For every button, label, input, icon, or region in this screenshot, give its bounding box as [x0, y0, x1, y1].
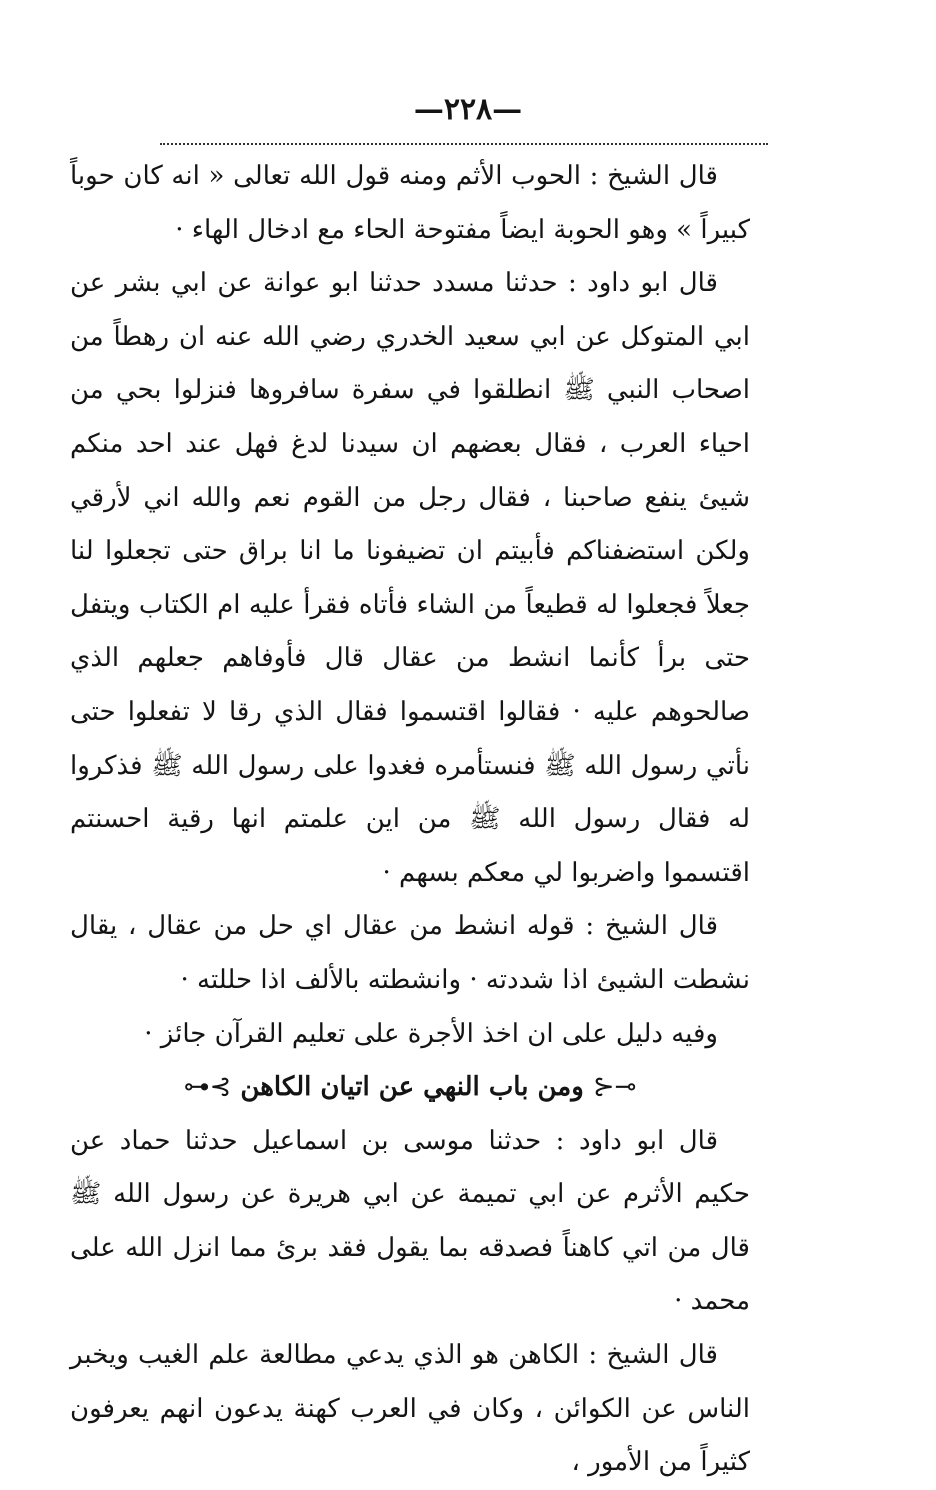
section-heading-text: ومن باب النهي عن اتيان الكاهن	[240, 1072, 584, 1103]
paragraph-5: قال ابو داود : حدثنا موسى بن اسماعيل حدثنا حماد عن حكيم الأثرم عن ابي تميمة عن ابي هريرة عن رسول الله ﷺ قال من اتي كاهناً فصدقه بما يقول فقد برئ مما انزل الله على محمد ·	[70, 1125, 750, 1317]
heading-ornament-left: ⊱⊷	[183, 1072, 232, 1103]
header-rule	[160, 143, 768, 145]
section-heading	[70, 1061, 750, 1115]
paragraph-2: قال ابو داود : حدثنا مسدد حدثنا ابو عوانة عن ابي بشر عن ابي المتوكل عن ابي سعيد الخدري رضي الله عنه ان رهطاً من اصحاب النبي ﷺ انطلقوا في سفرة سافروها فنزلوا بحي من احياء العرب ، فقال بعضهم ان سيدنا لدغ فهل عند احد منكم شيئ ينفع صاحبنا ، فقال رجل من القوم نعم والله اني لأرقي ولكن استضفناكم فأبيتم ان تضيفونا ما انا براق حتى تجعلوا لنا جعلاً فجعلوا له قطيعاً من الشاء فأتاه فقرأ عليه ام الكتاب ويتفل حتى برأ كأنما انشط من عقال قال فأوفاهم جعلهم الذي صالحوهم عليه · فقالوا اقتسموا فقال الذي رقا لا تفعلوا حتى نأتي رسول الله ﷺ فنستأمره فغدوا على رسول الله ﷺ فذكروا له فقال رسول الله ﷺ من اين علمتم انها رقية احسنتم اقتسموا واضربوا لي معكم بسهم ·	[70, 268, 750, 888]
paragraph-6: قال الشيخ : الكاهن هو الذي يدعي مطالعة علم الغيب ويخبر الناس عن الكوائن ، وكان في العرب كهنة يدعون انهم يعرفون كثيراً من الأمور ،	[70, 1340, 750, 1478]
page-body	[70, 150, 750, 1490]
paragraph-4: وفيه دليل على ان اخذ الأجرة على تعليم القرآن جائز ·	[144, 1018, 718, 1049]
page-number: —٢٢٨—	[413, 92, 523, 127]
paragraph-3: قال الشيخ : قوله انشط من عقال اي حل من عقال ، يقال نشطت الشيئ اذا شددته · وانشطته بالألف اذا حللته ·	[70, 911, 750, 995]
paragraph-1: قال الشيخ : الحوب الأثم ومنه قول الله تعالى « انه كان حوباً كبيراً » وهو الحوبة ايضاً مفتوحة الحاء مع ادخال الهاء ·	[70, 161, 750, 245]
heading-ornament-right: ⊸⊰	[592, 1072, 637, 1103]
